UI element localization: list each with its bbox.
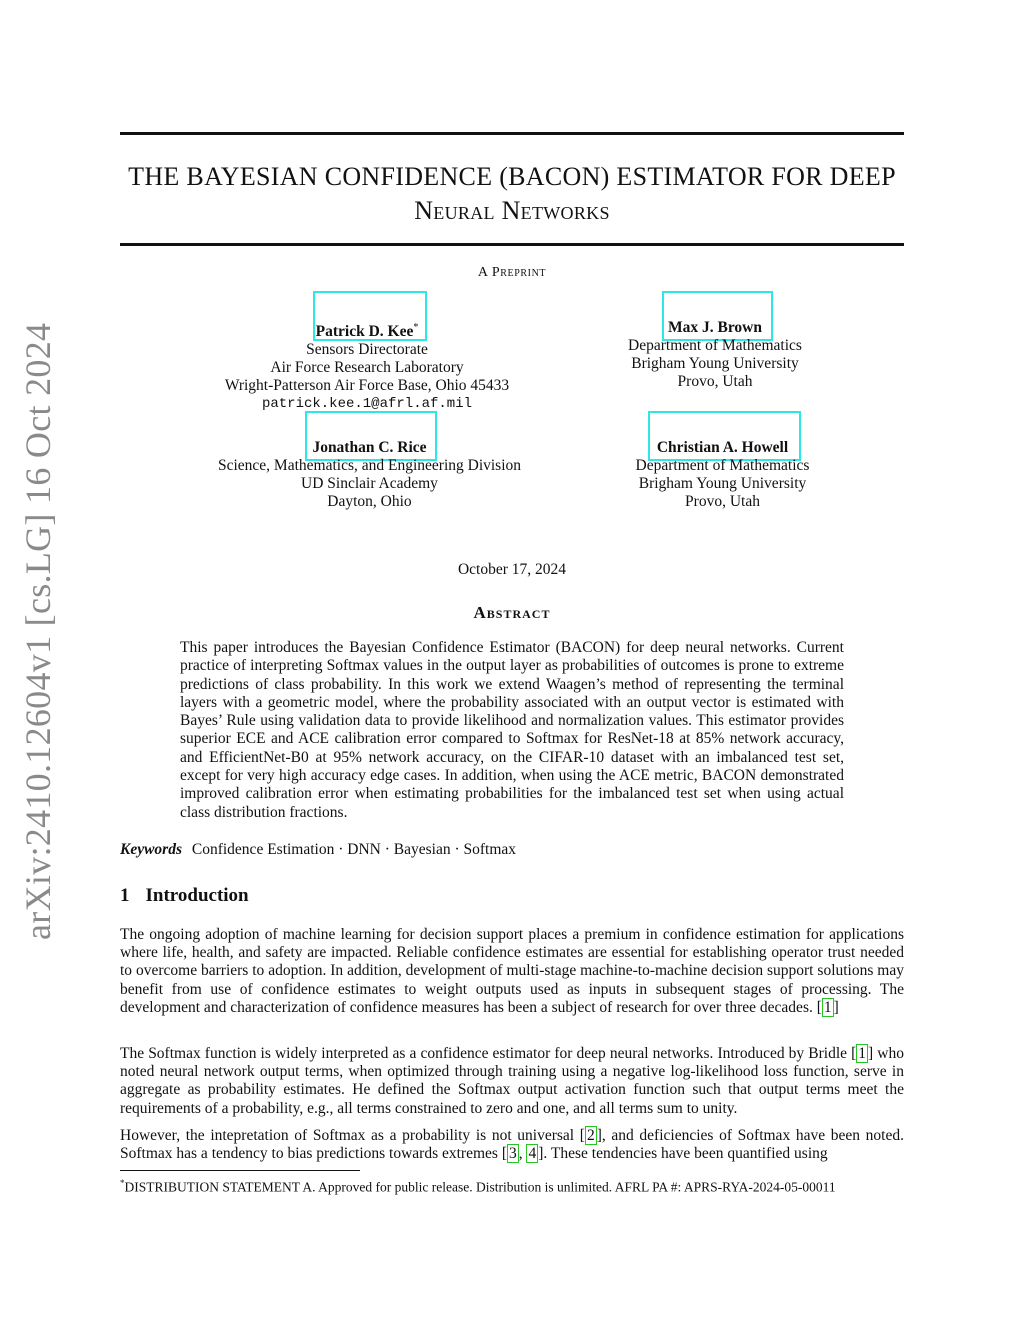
intro-paragraph-3: However, the intepretation of Softmax as a probability is not universal [ 2 ], and deficiencies of Softmax have been noted. Softmax has a tendency to bias predictions towards extremes [ 3 , 4 ]. These tendencies have been quantified using xyxy=(120,1127,904,1163)
title-bottom-rule xyxy=(120,243,904,246)
intro-paragraph-2: The Softmax function is widely interpreted as a confidence estimator for deep neural networks. Introduced by Bridle [ 1 ] who noted neural network output terms, when optimized through training using a negative log-likelihood loss function, serve in aggregate as probability estimates. He defined the Softmax output activation function such that output terms meet the requirements of a probability, e.g., all terms constrained to zero and one, and all terms sum to unity. xyxy=(120,1045,904,1117)
citation-link[interactable]: 1 xyxy=(858,1045,867,1062)
title-line-1: THE BAYESIAN CONFIDENCE (BACON) ESTIMATOR FOR DEEP xyxy=(128,162,896,191)
intro-paragraph-1: The ongoing adoption of machine learning for decision support places a premium in confidence estimation for applications where life, health, and safety are impacted. Reliable confidence estimates are essential for establishing operator trust needed to overcome barriers to adoption. In addition, development of multi-stage machine-to-machine decision support solutions may benefit from use of confidence estimates to weight outputs used as inputs in subsequent stages of processing. The development and characterization of confidence measures has been a subject of research for over three decades. [ 1 ] xyxy=(120,926,904,1016)
author-block-rice: Jonathan C. Rice Science, Mathematics, and Engineering Division UD Sinclair Academy Dayton, Ohio xyxy=(217,439,522,510)
keywords-list: Confidence Estimation · DNN · Bayesian · Softmax xyxy=(191,841,517,858)
author-name[interactable]: Max J. Brown xyxy=(667,319,762,336)
footnote-rule xyxy=(120,1170,360,1171)
author-name[interactable]: Christian A. Howell xyxy=(656,439,789,456)
abstract-heading: Abstract xyxy=(473,603,551,622)
keywords-label: Keywords xyxy=(120,841,182,858)
arxiv-identifier: arXiv:2410.12604v1 [cs.LG] 16 Oct 2024 xyxy=(18,322,58,940)
title-line-2: Neural Networks xyxy=(414,196,610,225)
publication-date: October 17, 2024 xyxy=(457,561,567,578)
paper-title xyxy=(120,160,904,228)
preprint-label: A Preprint xyxy=(477,265,547,280)
author-email[interactable]: patrick.kee.1@afrl.af.mil xyxy=(261,396,473,413)
author-block-howell: Christian A. Howell Department of Mathematics Brigham Young University Provo, Utah xyxy=(635,439,810,510)
section-heading: 1 Introduction xyxy=(120,885,249,906)
keywords-line xyxy=(120,841,904,859)
citation-link[interactable]: 4 xyxy=(528,1145,537,1163)
abstract-text: This paper introduces the Bayesian Confidence Estimator (BACON) for deep neural networks. Current practice of interpreting Softmax values in the output layer as probabilities of outcomes is prone to extreme predictions of class probability. In this work we extend Waagen’s method of representing the terminal layers with a geometric model, where the probability associated with an output vector is estimated with Bayes’ Rule using validation data to provide likelihood and normalization values. This estimator provides superior ECE and ACE calibration error compared to Softmax for ResNet-18 at 85% network accuracy, and EfficientNet-B0 at 95% network accuracy, on the CIFAR-10 dataset with an imbalanced test set, except for very high accuracy edge cases. In addition, when using the ACE metric, BACON demonstrated improved calibration error when estimating probabilities for the imbalanced test set when using actual class distribution fractions. xyxy=(180,639,844,821)
citation-link[interactable]: 2 xyxy=(586,1127,595,1144)
author-block-brown: Max J. Brown Department of Mathematics Brigham Young University Provo, Utah xyxy=(628,319,802,390)
footnote: *DISTRIBUTION STATEMENT A. Approved for public release. Distribution is unlimited. AFRL PA #: APRS-RYA-2024-05-00011 xyxy=(120,1178,836,1195)
citation-link[interactable]: 1 xyxy=(823,998,832,1016)
author-name[interactable]: Patrick D. Kee xyxy=(315,323,414,341)
author-block-kee: Patrick D. Kee* Sensors Directorate Air Force Research Laboratory Wright-Patterson Air Force Base, Ohio 45433 patrick.kee.1@afrl.af.mil xyxy=(187,319,547,413)
citation-link[interactable]: 3 xyxy=(508,1145,517,1163)
author-name[interactable]: Jonathan C. Rice xyxy=(312,439,427,456)
title-top-rule xyxy=(120,132,904,135)
